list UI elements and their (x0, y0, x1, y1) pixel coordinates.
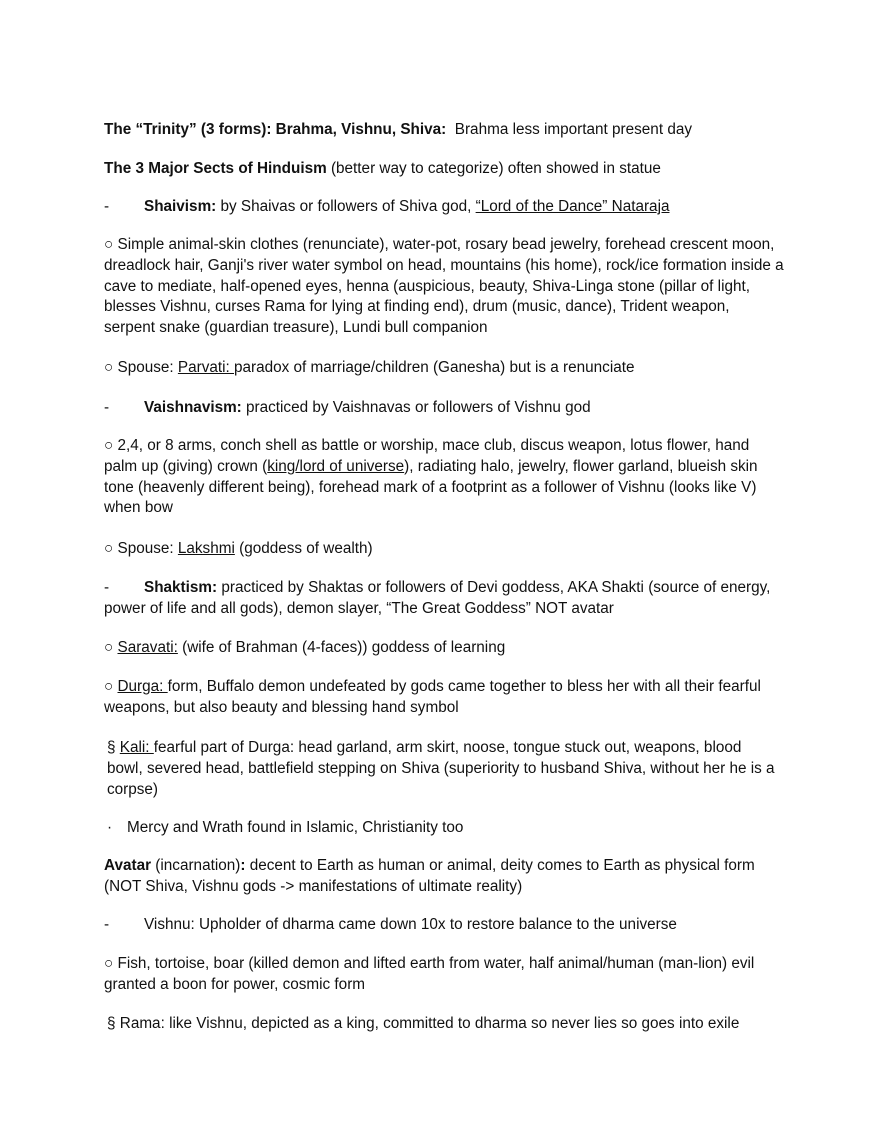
underlined-text: “Lord of the Dance” Nataraja (475, 198, 670, 215)
text: (better way to categorize) often showed in statue (326, 160, 661, 177)
text: practiced by Shaktas or followers of Devi goddess, AKA Shakti (source of energy, power of life and all gods), demon slayer, “The Great Goddess” NOT avatar (104, 579, 771, 617)
circle-bullet: ○ (104, 540, 118, 557)
text: Simple animal-skin clothes (renunciate), water-pot, rosary bead jewelry, forehead crescent moon, dreadlock hair, Ganji's river water symbol on head, mountains (his home), rock/ice formation inside a cave to mediate, half-opened eyes, henna (auspicious, beauty, Shiva-Linga stone (pillar of light, blesses Vishnu, curses Rama for lying at finding end), drum (music, dance), Trident weapon, serpent snake (guardian treasure), Lundi bull companion (104, 236, 784, 337)
kali-item (107, 738, 777, 800)
circle-bullet: ○ (104, 236, 118, 253)
bold-text: : (240, 857, 246, 874)
durga-item (104, 677, 784, 719)
bold-text: Vaishnavism: (144, 399, 242, 416)
text: Vishnu: Upholder of dharma came down 10x to restore balance to the universe (144, 916, 677, 933)
bold-text: Shaktism: (144, 579, 218, 596)
rama-item (107, 1014, 787, 1035)
text: (goddess of wealth) (234, 540, 373, 557)
text: Spouse: (117, 359, 178, 376)
avatar-heading (104, 856, 784, 898)
shiva-spouse (104, 358, 784, 379)
shaktism-item (104, 578, 784, 620)
bold-text: Shaivism: (144, 198, 217, 215)
sects-heading (104, 159, 784, 180)
circle-bullet: ○ (104, 955, 118, 972)
circle-bullet: ○ (104, 639, 118, 656)
vishnu-avatar-item (104, 915, 784, 936)
dash-bullet: - (104, 198, 110, 215)
circle-bullet: ○ (104, 359, 118, 376)
text: by Shaivas or followers of Shiva god, (216, 198, 476, 215)
avatar-forms-item (104, 954, 784, 996)
circle-bullet: ○ (104, 678, 118, 695)
text: Rama: like Vishnu, depicted as a king, committed to dharma so never lies so goes into exile (119, 1015, 740, 1032)
section-bullet: § (107, 1015, 120, 1032)
vishnu-details (104, 436, 784, 519)
shaivism-details (104, 235, 784, 339)
vishnu-spouse (104, 539, 784, 560)
text: paradox of marriage/children (Ganesha) but is a renunciate (234, 359, 635, 376)
mercy-item (107, 818, 787, 839)
text: 2,4, or 8 arms, conch shell as battle or worship, mace club, discus weapon, lotus flower, hand palm up (giving) crown ( (104, 437, 750, 475)
saravati-item (104, 638, 784, 659)
circle-bullet: ○ (104, 437, 118, 454)
underlined-text: Durga: (117, 678, 168, 695)
text: Brahma less important present day (446, 121, 692, 138)
text: Fish, tortoise, boar (killed demon and lifted earth from water, half animal/human (man-lion) evil granted a boon for power, cosmic form (104, 955, 755, 993)
shaivism-item (104, 197, 784, 218)
bold-text: Avatar (104, 857, 152, 874)
dot-bullet: · (107, 819, 113, 836)
dash-bullet: - (104, 579, 110, 596)
text: (wife of Brahman (4-faces)) goddess of learning (177, 639, 506, 656)
text: Mercy and Wrath found in Islamic, Christianity too (127, 819, 464, 836)
text: form, Buffalo demon undefeated by gods came together to bless her with all their fearful weapons, but also beauty and blessing hand symbol (104, 678, 761, 716)
text: (incarnation) (151, 857, 241, 874)
underlined-text: Kali: (119, 739, 154, 756)
text: Spouse: (117, 540, 178, 557)
section-bullet: § (107, 739, 120, 756)
underlined-text: Saravati: (117, 639, 178, 656)
underlined-text: Parvati: (177, 359, 234, 376)
underlined-text: king/lord of universe (267, 457, 405, 475)
vaishnavism-item (104, 398, 784, 419)
dash-bullet: - (104, 916, 110, 933)
text: fearful part of Durga: head garland, arm skirt, noose, tongue stuck out, weapons, blood bowl, severed head, battlefield stepping on Shiva (superiority to husband Shiva, without her he is a corpse) (107, 739, 775, 798)
text: ), radiating halo, jewelry, flower garland, blueish skin tone (heavenly different being), forehead mark of a footprint as a follower of Vishnu (looks like V) when bow (104, 457, 758, 517)
underlined-text: Lakshmi (177, 540, 235, 557)
trinity-heading (104, 120, 784, 141)
bold-text: The “Trinity” (3 forms): Brahma, Vishnu, Shiva: (104, 121, 447, 138)
text: practiced by Vaishnavas or followers of Vishnu god (241, 399, 591, 416)
text: decent to Earth as human or animal, deity comes to Earth as physical form (NOT Shiva, Vishnu gods -> manifestations of ultimate reality) (104, 857, 755, 895)
dash-bullet: - (104, 399, 110, 416)
bold-text: The 3 Major Sects of Hinduism (104, 160, 327, 177)
